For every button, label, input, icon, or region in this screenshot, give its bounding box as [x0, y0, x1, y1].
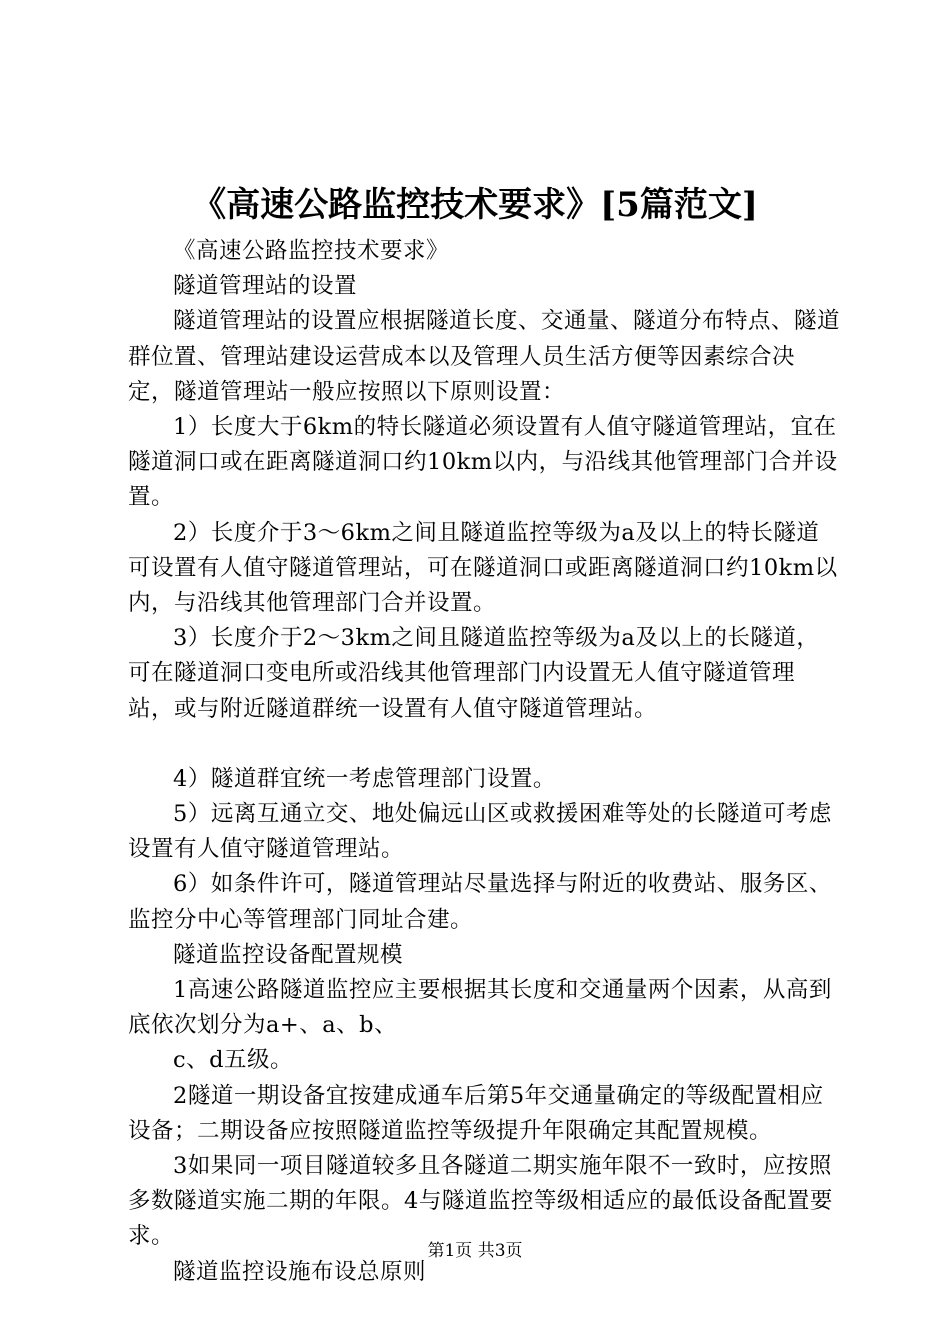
page-footer: 第1页 共3页 [427, 1241, 523, 1261]
paragraph-rule-2: 2）长度介于3～6km之间且隧道监控等级为a及以上的特长隧道可设置有人值守隧道管理站，可在隧道洞口或距离隧道洞口约10km以内，与沿线其他管理部门合并设置。 [128, 519, 838, 617]
paragraph-subtitle: 《高速公路监控技术要求》 [173, 238, 450, 264]
paragraph-station-intro: 隧道管理站的设置应根据隧道长度、交通量、隧道分布特点、隧道群位置、管理站建设运营成本以及管理人员生活方便等因素综合决定，隧道管理站一般应按照以下原则设置： [128, 308, 841, 405]
paragraph-rule-3: 3）长度介于2～3km之间且隧道监控等级为a及以上的长隧道，可在隧道洞口变电所或沿线其他管理部门内设置无人值守隧道管理站，或与附近隧道群统一设置有人值守隧道管理站。 [128, 625, 820, 722]
paragraph-heading-station: 隧道管理站的设置 [173, 273, 358, 300]
paragraph-equipment-2: 2隧道一期设备宜按建成通车后第5年交通量确定的等级配置相应设备；二期设备应按照隧道监控等级提升年限确定其配置规模。 [128, 1082, 824, 1144]
document-title: 《高速公路监控技术要求》[5篇范文] [192, 185, 758, 225]
paragraph-rule-4: 4）隧道群宜统一考虑管理部门设置。 [173, 765, 556, 792]
paragraph-heading-layout: 隧道监控设施布设总原则 [173, 1258, 427, 1285]
paragraph-rule-1: 1）长度大于6km的特长隧道必须设置有人值守隧道管理站，宜在隧道洞口或在距离隧道洞口约10km以内，与沿线其他管理部门合并设置。 [128, 414, 838, 511]
paragraph-rule-6: 6）如条件许可，隧道管理站尽量选择与附近的收费站、服务区、监控分中心等管理部门同址合建。 [128, 871, 832, 933]
document-body [128, 234, 840, 1290]
paragraph-rule-5: 5）远离互通立交、地处偏远山区或救援困难等处的长隧道可考虑设置有人值守隧道管理站。 [128, 801, 832, 863]
paragraph-equipment-1: 1高速公路隧道监控应主要根据其长度和交通量两个因素，从高到底依次划分为a+、a、b、 [128, 977, 832, 1039]
paragraph-heading-equipment: 隧道监控设备配置规模 [173, 941, 404, 968]
paragraph-equipment-1-cont: c、d五级。 [173, 1047, 294, 1074]
paragraph-equipment-3: 3如果同一项目隧道较多且各隧道二期实施年限不一致时，应按照多数隧道实施二期的年限。4与隧道监控等级相适应的最低设备配置要求。 [128, 1153, 833, 1250]
